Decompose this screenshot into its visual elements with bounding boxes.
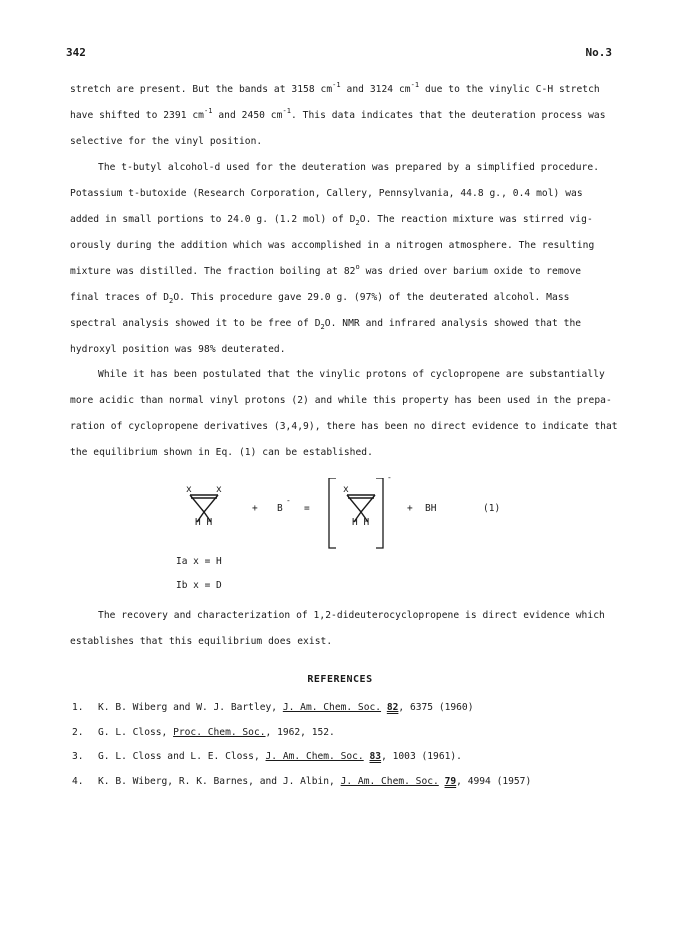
journal-name: J. Am. Chem. Soc.	[340, 775, 439, 787]
text-line: orously during the addition which was accomplished in a nitrogen atmosphere. The resulting	[70, 240, 595, 251]
issue-number: No.3	[585, 46, 612, 59]
reference-item: 4. K. B. Wiberg, R. K. Barnes, and J. Albin, J. Am. Chem. Soc. 79, 4994 (1957)	[72, 775, 532, 787]
paragraph-4	[70, 603, 615, 655]
anion-charge: -	[387, 473, 392, 482]
plus-sign: +	[407, 503, 413, 514]
text-line: establishes that this equilibrium does exist.	[70, 636, 333, 647]
left-bracket	[329, 478, 336, 548]
volume: 82	[386, 702, 399, 713]
substituent-x: x	[186, 484, 192, 495]
substituent-x: x	[343, 484, 349, 495]
journal-name: J. Am. Chem. Soc.	[265, 751, 364, 762]
references-heading: REFERENCES	[307, 674, 373, 685]
substituent-x: x	[216, 484, 222, 495]
paragraph-2	[70, 155, 615, 363]
hydrogen-labels: H H	[352, 517, 370, 528]
text-line: While it has been postulated that the vinylic protons of cyclopropene are substantially	[98, 369, 605, 380]
equation-1	[180, 473, 520, 550]
base-charge: -	[286, 496, 291, 505]
text-line: more acidic than normal vinyl protons (2) and while this property has been used in the prepa-	[70, 395, 612, 406]
equilibrium-sign: =	[304, 503, 310, 514]
text-line: the equilibrium shown in Eq. (1) can be established.	[70, 447, 373, 458]
text-line: hydroxyl position was 98% deuterated.	[70, 344, 286, 355]
text-line: stretch are present. But the bands at 3158 $cm^{-1}$ and 3124 $cm^{-1}$ due to the vinylic C-H stretch	[70, 81, 600, 95]
variant-a: Ia x = H	[176, 556, 222, 567]
hydrogen-labels: H H	[195, 517, 213, 528]
text-line: spectral analysis showed it to be free of $D_2O$. NMR and infrared analysis showed that the	[70, 318, 582, 331]
base-symbol: B	[277, 503, 283, 514]
volume: 83	[369, 751, 382, 762]
text-line: added in small portions to 24.0 g. (1.2 mol) of $D_2O$. The reaction mixture was stirred vig-	[70, 214, 593, 227]
journal-name: Proc. Chem. Soc.	[173, 726, 266, 738]
references-list	[72, 696, 531, 794]
reference-item: 1. K. B. Wiberg and W. J. Bartley, J. Am. Chem. Soc. 82, 6375 (1960)	[72, 702, 474, 713]
cyclopropene-structures	[180, 478, 520, 550]
page-number: 342	[66, 46, 86, 59]
volume: 79	[444, 775, 457, 787]
conjugate-acid: BH	[425, 503, 437, 514]
reference-item: 3. G. L. Closs and L. E. Closs, J. Am. Chem. Soc. 83, 1003 (1961).	[72, 751, 462, 762]
text-line: Potassium t-butoxide (Research Corporation, Callery, Pennsylvania, 44.8 g., 0.4 mol) was	[70, 188, 583, 199]
text-line: ration of cyclopropene derivatives (3,4,9), there has been no direct evidence to indicate that	[70, 421, 618, 432]
plus-sign: +	[252, 503, 258, 514]
paragraph-1	[70, 77, 615, 155]
right-bracket	[376, 478, 383, 548]
variant-b: Ib x = D	[176, 580, 222, 591]
text-line: final traces of $D_2O$. This procedure gave 29.0 g. (97%) of the deuterated alcohol. Mass	[70, 292, 570, 305]
text-line: selective for the vinyl position.	[70, 136, 263, 147]
text-line: The recovery and characterization of 1,2-dideuterocyclopropene is direct evidence which	[98, 610, 605, 621]
text-line: have shifted to 2391 $cm^{-1}$ and 2450 $cm^{-1}$. This data indicates that the deuteration process was	[70, 107, 606, 121]
reference-item: 2. G. L. Closs, Proc. Chem. Soc., 1962, 152.	[72, 726, 335, 738]
paragraph-3	[70, 362, 618, 466]
journal-name: J. Am. Chem. Soc.	[282, 702, 382, 713]
text-line: The t-butyl alcohol-d used for the deuteration was prepared by a simplified procedure.	[98, 162, 600, 173]
text-line: mixture was distilled. The fraction boiling at 82$^o$ was dried over barium oxide to remove	[70, 263, 582, 277]
equation-number: (1)	[483, 503, 501, 514]
